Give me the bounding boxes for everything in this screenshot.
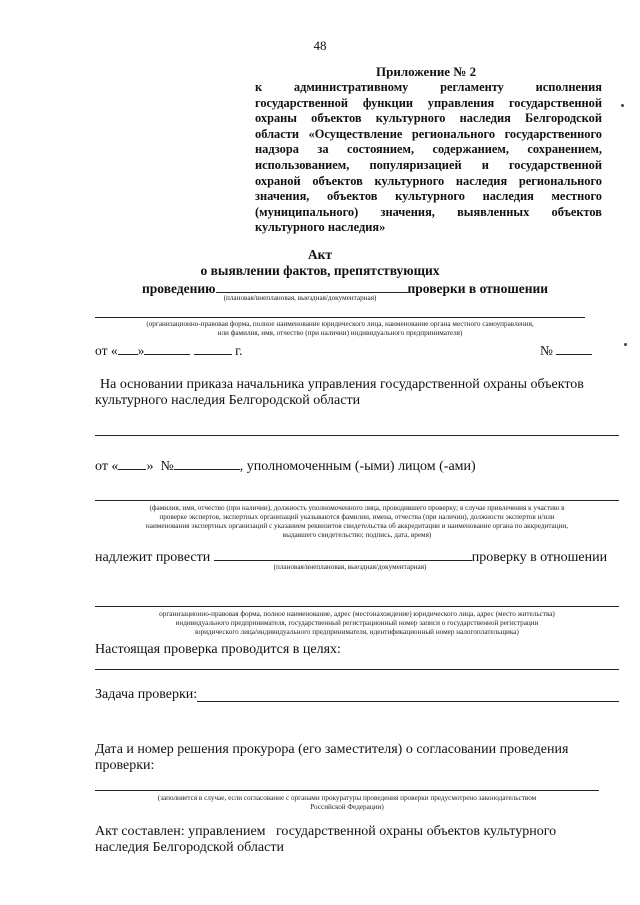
caption-line: организационно-правовая форма, полное наименование, адрес (местонахождение) юридического лица, адрес (место жительства) [159,610,555,618]
task-label: Задача проверки: [95,687,198,702]
date-row [95,341,243,359]
entity-caption [95,610,619,637]
act-subtitle: о выявлении фактов, препятствующих [200,263,440,278]
appendix-title: Приложение № 2 [376,64,477,79]
organization-caption [60,320,620,338]
must-conduct-label: надлежит провести [95,550,211,565]
caption-line: выдавшего свидетельство; подпись, дата, время) [282,531,432,539]
appendix-line: использованием, популяризацией и государственной [255,157,602,172]
prosecutor-line-1: Дата и номер решения прокурора (его заместителя) о согласовании проведения [95,742,569,757]
year-suffix: г. [235,343,243,358]
order-from-label: от « [95,459,119,474]
order-number-label: № [160,459,174,474]
order-quote: » [146,459,154,474]
act-number-row [540,341,592,359]
page-number: 48 [313,38,327,53]
number-label: № [540,343,553,358]
order-day-field[interactable] [118,456,146,470]
must-conduct-suffix: проверку в отношении [471,550,608,565]
appendix-line: к административному регламенту исполнения [255,80,602,94]
act-number-field[interactable] [556,341,592,355]
prosecutor-caption [95,794,599,812]
date-year-field[interactable] [194,341,232,355]
order-number-field[interactable] [174,456,240,470]
check-kind-caption: (плановая/внеплановая, выездная/документарная) [273,563,427,571]
appendix-line: (муниципального) значения, выявленных объектов [255,204,602,219]
appendix-line: государственной функции управления государственной [255,95,602,110]
prosecutor-line-2: проверки: [95,758,155,773]
appendix-line: охраной объектов культурного наследия регионального [255,173,602,188]
authorized-persons-label: , уполномоченным (-ыми) лицом (-ами) [239,459,476,474]
organization-field[interactable] [95,317,585,318]
conduct-label: проведению [142,281,216,296]
caption-line: (заполняется в случае, если согласование с органами прокуратуры проведения проверки предусмотрено законодательством [157,794,537,802]
check-kind-field[interactable] [214,547,472,561]
appendix-line: значения, объектов культурного наследия местного [255,189,602,204]
date-quote: » [137,343,145,358]
appendix-line: культурного наследия» [255,220,386,235]
scan-mark [621,104,624,107]
caption-line: или фамилия, имя, отчество (при наличии) индивидуального предпринимателя) [217,329,463,337]
basis-field[interactable] [95,435,619,436]
compiled-line-1: Акт составлен: управлением государственной охраны объектов культурного [95,824,557,839]
caption-line: наименования экспертных организаций с указанием реквизитов свидетельства об аккредитации и наименование органа по аккредитации, [145,522,569,530]
conduct-suffix: проверки в отношении [407,281,549,296]
task-field[interactable] [197,701,619,702]
date-month-field[interactable] [144,341,190,355]
caption-line: Российской Федерации) [310,803,384,811]
purpose-field[interactable] [95,669,619,670]
appendix-line: области «Осуществление регионального государственного [255,126,602,141]
date-day-field[interactable] [118,341,138,355]
act-title: Акт [307,247,333,262]
inspector-field[interactable] [95,500,619,501]
caption-line: (фамилия, имя, отчество (при наличии), должность уполномоченного лица, проводившего проверку; в случае привлечения к участию в [149,504,565,512]
prosecutor-field[interactable] [95,790,599,791]
appendix-reference [255,80,602,236]
appendix-line: надзора за состоянием, содержанием, сохранением, [255,142,602,157]
purpose-label: Настоящая проверка проводится в целях: [95,642,341,657]
caption-line: проверке экспертов, экспертных организаций указываются фамилии, имена, отчества (при наличии), должности экспертов и/или [159,513,555,521]
check-type-field[interactable] [216,279,408,293]
caption-line: юридического лица/индивидуального предпринимателя, идентификационный номер налогоплательщика) [195,628,519,636]
caption-line: (организационно-правовая форма, полное наименование юридического лица, наименование органа местного самоуправления, [146,320,534,328]
basis-line-2: культурного наследия Белгородской области [95,393,361,408]
inspector-caption [92,504,622,540]
entity-field[interactable] [95,606,619,607]
appendix-line: охраны объектов культурного наследия Белгородской [255,111,602,126]
caption-line: индивидуального предпринимателя, государственный регистрационный номер записи о государственной регистрации [175,619,539,627]
order-row [95,456,476,475]
scan-mark [624,343,627,346]
check-type-caption: (плановая/внеплановая, выездная/документарная) [223,294,377,302]
date-from-label: от « [95,343,118,358]
compiled-line-2: наследия Белгородской области [95,840,284,855]
basis-line-1: На основании приказа начальника управления государственной охраны объектов [100,377,584,392]
